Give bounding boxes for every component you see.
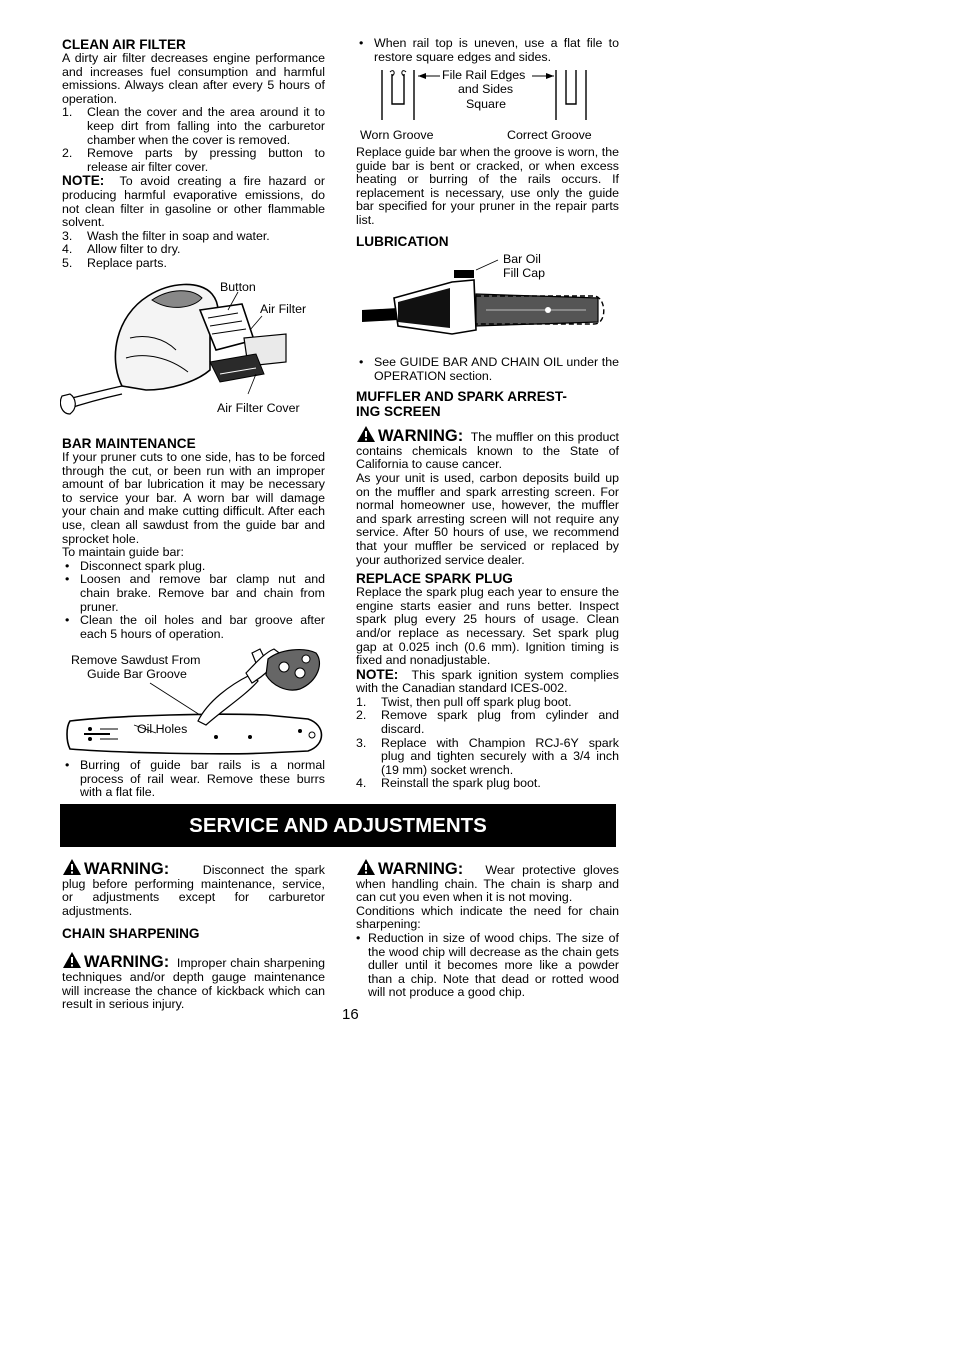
list-item: 5. Replace parts. bbox=[62, 255, 167, 270]
replace-guide-bar: Replace guide bar when the groove is worn, the guide bar is bent or cracked, or when excess heating or burring of the rails occurs. If replacement is necessary, use only the guide bar specified for your pruner in the repair parts list. LUBRICATION bbox=[356, 145, 619, 249]
list-item: 1. Twist, then pull off spark plug boot. bbox=[356, 694, 572, 709]
list-item: • When rail top is uneven, use a flat file to restore square edges and sides. bbox=[359, 36, 619, 64]
air-filter-label: Air Filter bbox=[260, 302, 307, 316]
correct-groove-label: Correct Groove bbox=[507, 128, 592, 142]
left-column bbox=[62, 37, 325, 271]
warning-triangle-icon bbox=[62, 951, 82, 969]
bar-maintenance-lead: To maintain guide bar: bbox=[62, 545, 184, 560]
bar-maintenance-bullets bbox=[62, 560, 325, 642]
list-item: 4. Reinstall the spark plug boot. bbox=[356, 776, 541, 791]
air-filter-illustration bbox=[60, 278, 330, 418]
oil-holes-label: Oil Holes bbox=[137, 722, 188, 736]
service-warning: WARNING: Disconnect the spark plug before performing maintenance, service, or adjustments except for carburetor adjustments. bbox=[62, 860, 326, 918]
gloves-warning: WARNING: Wear protective gloves when handling chain. The chain is sharp and can cut you even when it is not moving. bbox=[356, 860, 619, 905]
bar-oil-label-1: Bar Oil bbox=[503, 252, 541, 266]
list-item: • See GUIDE BAR AND CHAIN OIL under the OPERATION section. bbox=[359, 355, 619, 383]
muffler-heading-1: MUFFLER AND SPARK ARREST- bbox=[356, 389, 567, 405]
list-item: 2. Remove parts by pressing button to release air filter cover. bbox=[62, 146, 325, 174]
muffler-heading-2: ING SCREEN bbox=[356, 404, 441, 420]
chain-sharpening-warning: WARNING: Improper chain sharpening techniques and/or depth gauge maintenance will increase the chance of kickback which can result in serious injury. bbox=[62, 953, 326, 1012]
spark-plug-heading: REPLACE SPARK PLUG bbox=[356, 571, 513, 587]
list-item: 1. Clean the cover and the area around it to keep dirt from falling into the carburetor chamber when the cover is removed. bbox=[62, 105, 325, 147]
air-filter-steps-b bbox=[62, 230, 325, 271]
file-rail-label-1: File Rail Edges bbox=[442, 68, 526, 82]
air-filter-cover-label: Air Filter Cover bbox=[217, 401, 300, 415]
bar-maintenance-intro: If your pruner cuts to one side, has to be forced through the cut, or been run with an improper amount of bar lubrication it may be necessary to service your bar. A worn bar will damage your chain and make cutting difficult. After each use, clean all sawdust from the guide bar and sprocket hole. bbox=[62, 450, 325, 546]
section-banner bbox=[60, 804, 616, 847]
list-item: • Reduction in size of wood chips. The size of the wood chip will decrease as the chain gets duller until it becomes more like a powder than a chip. Note that dead or rotted wood will not produce a good chip. bbox=[356, 930, 619, 1000]
page-number: 16 bbox=[342, 1006, 359, 1023]
list-item: • Loosen and remove bar clamp nut and chain brake. Remove bar and chain from pruner. bbox=[65, 572, 325, 614]
list-item: 4. Allow filter to dry. bbox=[62, 242, 181, 257]
remove-sawdust-label-1: Remove Sawdust From bbox=[71, 653, 201, 667]
button-label: Button bbox=[220, 280, 256, 294]
air-filter-steps-a bbox=[62, 106, 325, 174]
banner-title: SERVICE AND ADJUSTMENTS bbox=[189, 813, 487, 837]
warning-triangle-icon bbox=[356, 858, 376, 876]
pruner-head-icon bbox=[358, 258, 620, 358]
warning-triangle-icon bbox=[356, 425, 376, 443]
right-column-lower bbox=[356, 356, 619, 791]
bottom-right-column bbox=[356, 858, 619, 1000]
chain-sharpening-heading: CHAIN SHARPENING bbox=[62, 926, 200, 942]
lubrication-heading: LUBRICATION bbox=[356, 233, 449, 249]
warning-triangle-icon bbox=[62, 858, 82, 876]
spark-plug-paragraph: Replace the spark plug each year to ensure the engine starts easier and runs better. Inspect spark plug every 25 hours of usage. Clean and/or replace as necessary. Set spark plug gap at 0.025 inch (0.6 mm). Ignition timing is fixed and nonadjustable. bbox=[356, 585, 619, 668]
file-rail-label-3: Square bbox=[466, 97, 506, 111]
sharpening-conditions: Conditions which indicate the need for chain sharpening: bbox=[356, 903, 619, 932]
engine-housing-icon bbox=[60, 278, 330, 418]
list-item: • Disconnect spark plug. bbox=[65, 558, 206, 573]
bar-maintenance-section bbox=[62, 436, 325, 641]
list-item: 3. Replace with Champion RCJ-6Y spark plug and tighten securely with a 3/4 inch (19 mm) socket wrench. bbox=[356, 735, 619, 777]
bar-oil-label-2: Fill Cap bbox=[503, 266, 545, 280]
list-item: • Burring of guide bar rails is a normal process of rail wear. Remove these burrs with a flat file. bbox=[65, 758, 325, 800]
worn-groove-label: Worn Groove bbox=[360, 128, 434, 142]
clean-air-filter-intro: A dirty air filter decreases engine performance and increases fuel consumption and harmful emissions. Always clean after every 5 hours of operation. bbox=[62, 51, 325, 106]
list-item: 3. Wash the filter in soap and water. bbox=[62, 228, 270, 243]
bottom-left-column bbox=[62, 858, 325, 1012]
muffler-paragraph: As your unit is used, carbon deposits build up on the muffler and spark arresting screen. For normal homeowner use, however, the muffler and spark arresting screen will not require any service. After 50 hours of use, we recommend that your muffler be serviced or replaced by your authorized service dealer. bbox=[356, 470, 619, 567]
lubrication-illustration bbox=[358, 258, 620, 358]
muffler-warning: WARNING: The muffler on this product contains chemicals known to the State of California to cause cancer. bbox=[356, 427, 619, 472]
list-item: • Clean the oil holes and bar groove after each 5 hours of operation. bbox=[65, 613, 325, 641]
burring-note bbox=[62, 759, 325, 800]
file-rail-label-2: and Sides bbox=[458, 82, 514, 96]
bar-maintenance-heading: BAR MAINTENANCE bbox=[62, 436, 196, 451]
remove-sawdust-label-2: Guide Bar Groove bbox=[87, 667, 187, 681]
rail-bullet bbox=[356, 37, 619, 64]
clean-air-filter-heading: CLEAN AIR FILTER bbox=[62, 37, 186, 52]
list-item: 2. Remove spark plug from cylinder and discard. bbox=[356, 708, 619, 737]
spark-plug-steps bbox=[356, 696, 619, 791]
spark-plug-note: NOTE: This spark ignition system complies with the Canadian standard ICES-002. bbox=[356, 666, 619, 696]
air-filter-note: NOTE: To avoid creating a fire hazard or producing harmful evaporative emissions, do not clean filter in gasoline or other flammable solvent. bbox=[62, 173, 326, 230]
